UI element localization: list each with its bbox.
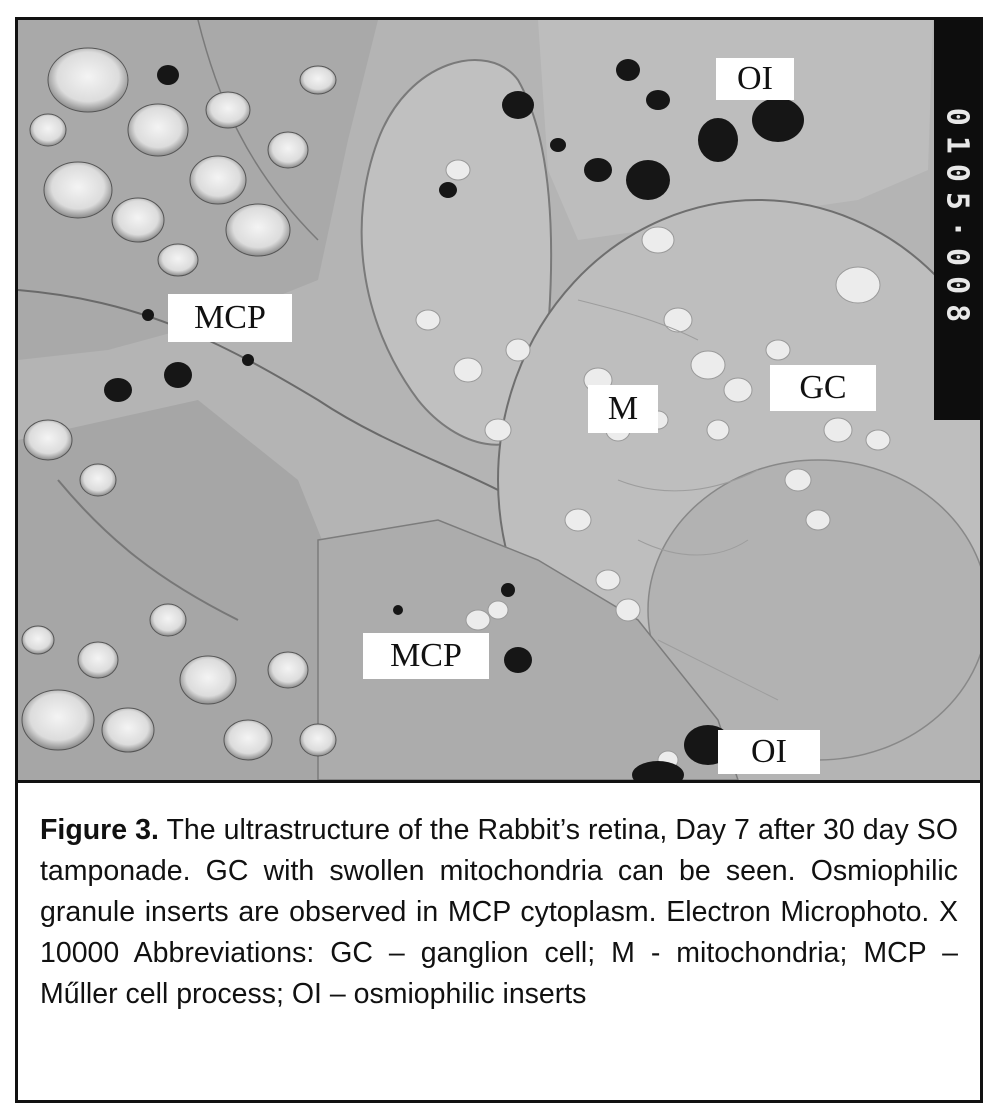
label-mcp-bottom: MCP bbox=[363, 633, 489, 679]
caption-text: The ultrastructure of the Rabbit’s retina, Day 7 after 30 day SO tamponade. GC with swollen mitochondria can be seen. Osmiophilic granule inserts are observed in MCP cytoplasm. Electron Microphoto. X 10000 Abbreviations: GC – ganglion cell; M - mitochondria; MCP – Műller cell process; OI – osmiophilic inserts bbox=[40, 814, 958, 1010]
electron-micrograph bbox=[18, 20, 980, 783]
caption-label: Figure 3. bbox=[40, 814, 159, 846]
label-oi-top: OI bbox=[716, 58, 794, 100]
label-m: M bbox=[588, 385, 658, 433]
scale-bar-text: 0105·008 bbox=[939, 107, 975, 333]
scale-bar bbox=[934, 20, 980, 420]
label-oi-bottom: OI bbox=[718, 730, 820, 774]
label-gc: GC bbox=[770, 365, 876, 411]
label-mcp-left: MCP bbox=[168, 294, 292, 342]
figure-caption bbox=[40, 810, 958, 1015]
figure-frame bbox=[15, 17, 983, 1103]
